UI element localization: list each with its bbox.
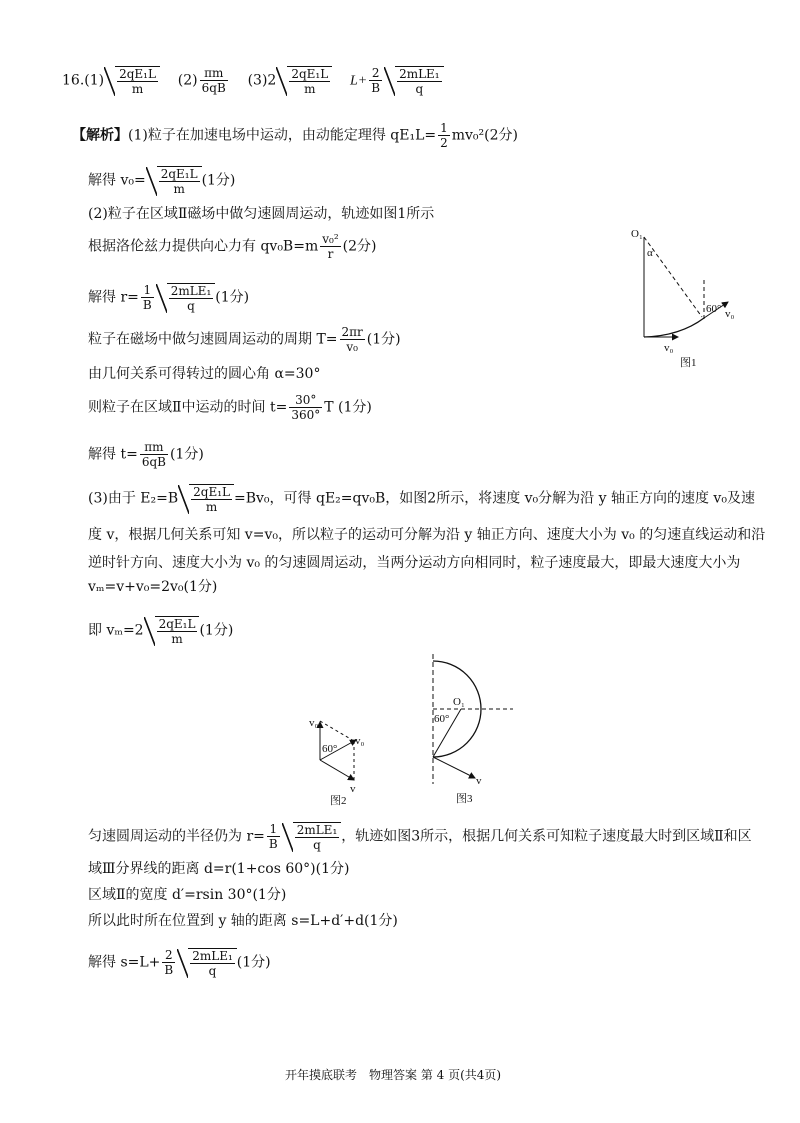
answer-2: $\frac{\pi m}{6qB}$ (201, 66, 226, 95)
analysis-line-10: (3)由于 E₂=B $\frac{\text{2qE₁L}}{m}$ =Bv₀，可得 qE₂=qv₀B，如图2所示，将速度 v₀分解为沿 y 轴正方向的速度 v₀及速 (88, 485, 755, 514)
analysis-line-17: 区域Ⅱ的宽度 d′=rsin 30°(1分) (88, 887, 287, 903)
analysis-line-7: 由几何关系可得转过的圆心角 α=30° (88, 366, 321, 382)
fig2-label-angle: 60° (322, 743, 338, 755)
analysis-line-11: 度 v，根据几何关系可知 v=v₀，所以粒子的运动可分解为沿 y 轴正方向、速度大小为 v₀ 的匀速直线运动和沿 (88, 527, 766, 543)
fig3-caption: 图3 (456, 793, 473, 805)
analysis-line-3: (2)粒子在区域Ⅱ磁场中做匀速圆周运动，轨迹如图1所示 (88, 206, 435, 222)
analysis-line-9: 解得 t= $\frac{\pi m}{6qB}$ (1分) (88, 440, 204, 469)
fig2-label-v0-top: v₀ (309, 717, 319, 729)
analysis-line-13: vₘ=v+v₀=2v₀(1分) (88, 579, 218, 595)
answer-3b: $\frac{\text{2mLE₁}}{q}$ (384, 66, 444, 95)
fig3-label-angle: 60° (434, 713, 450, 725)
page-footer: 开年摸底联考 物理答案 第 4 页(共4页) (285, 1068, 502, 1082)
fig1-label-angle: 60° (706, 303, 722, 315)
fig1-label-v0-bottom: v₀ (664, 342, 674, 354)
figure-3 (420, 652, 520, 807)
analysis-line-2: 解得 v₀= $\frac{\text{2qE₁L}}{m}$ (1分) (88, 167, 236, 196)
fig3-label-v: v (476, 775, 482, 787)
fig1-caption: 图1 (680, 357, 697, 369)
analysis-line-16: 域Ⅲ分界线的距离 d=r(1+cos 60°)(1分) (88, 861, 350, 877)
analysis-tag: 【解析】 (72, 127, 128, 144)
fig1-arc (644, 318, 704, 337)
fig2-dash-top (320, 721, 354, 741)
fig2-label-v: v (350, 783, 356, 795)
fig2-v (320, 760, 354, 780)
fig2-caption: 图2 (330, 795, 347, 807)
analysis-line-12: 逆时针方向、速度大小为 v₀ 的匀速圆周运动，当两分运动方向相同时，粒子速度最大，即最大速度大小为 (88, 555, 741, 571)
figure-2 (300, 710, 380, 810)
analysis-line-15: 匀速圆周运动的半径仍为 r= $\frac{1}{B}$ $\frac{\text{2mLE₁}}{q}$ ，轨迹如图3所示，根据几何关系可知粒子速度最大时到区域Ⅱ和区 (88, 822, 752, 852)
analysis-line-8: 则粒子在区域Ⅱ中运动的时间 t= $\frac{30^\circ}{360^\circ}$ T (1分) (88, 393, 372, 422)
fig1-label-o1: O₁ (631, 228, 643, 240)
fig1-label-v0-right: v₀ (725, 308, 735, 320)
analysis-line-18: 所以此时所在位置到 y 轴的距离 s=L+d′+d(1分) (88, 913, 398, 929)
answer-3a: $\frac{\text{2qE₁L}}{m}$ (276, 66, 332, 95)
fig2-label-v0-right: v₀ (355, 735, 365, 747)
analysis-line-14: 即 vₘ=2 $\frac{\text{2qE₁L}}{m}$ (1分) (88, 617, 234, 646)
analysis-line-19: 解得 s=L+ $\frac{2}{B}$ $\frac{\text{2mLE₁}}{q}$ (1分) (88, 948, 271, 978)
fig3-label-o1: O₁ (453, 696, 465, 708)
analysis-line-1: 【解析】(1)粒子在加速电场中运动，由动能定理得 qE₁L= $\frac{1}{2}$ mv₀²(2分) (72, 121, 518, 150)
fig1-label-alpha: α (647, 247, 653, 259)
fig3-v-arrow (433, 757, 475, 778)
analysis-line-4: 根据洛伦兹力提供向心力有 qv₀B=m $\frac{\text{v₀²}}{r}$ (2分) (88, 232, 377, 261)
answer-line: 16.(1) $\frac{\text{2qE₁L}}{m}$ (2) $\frac{\pi m}{6qB}$ (3)2 $\frac{\text{2qE₁L}}{m}$ L+ $\frac{2}{B}$ $\frac{\text{2mLE₁}}{q}$ (62, 66, 444, 95)
analysis-line-5: 解得 r= $\frac{1}{B}$ $\frac{\text{2mLE₁}}{q}$ (1分) (88, 283, 250, 313)
analysis-line-6: 粒子在磁场中做匀速圆周运动的周期 T= $\frac{2\pi r}{\text{v₀}}$ (1分) (88, 325, 401, 354)
answer-1: $\frac{\text{2qE₁L}}{m}$ (104, 66, 160, 95)
figure-1 (620, 222, 750, 372)
question-number: 16.(1) (62, 72, 105, 89)
